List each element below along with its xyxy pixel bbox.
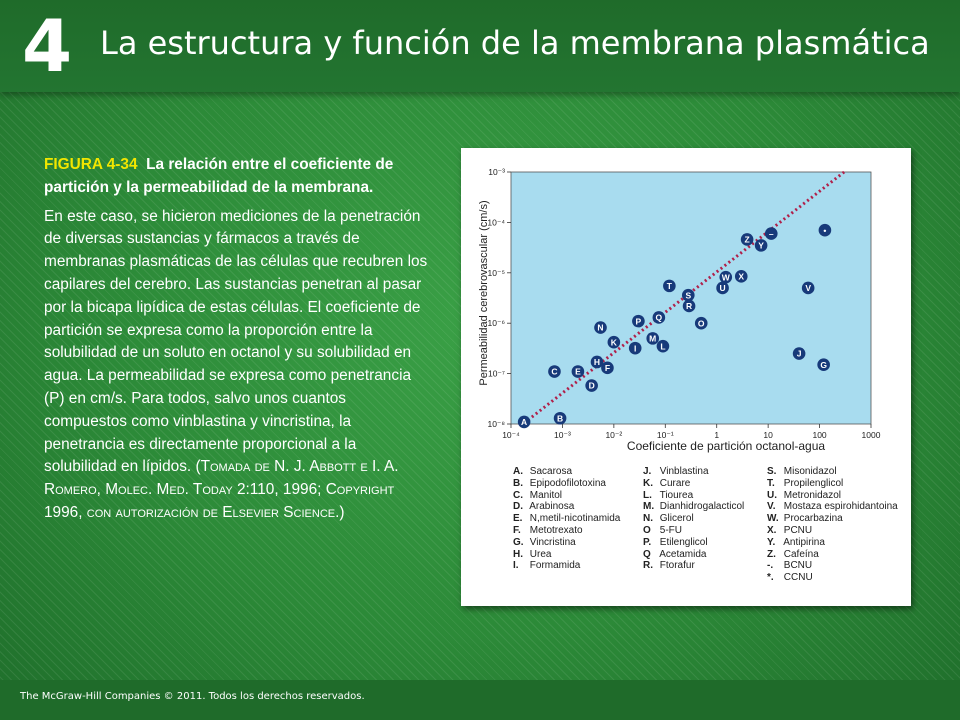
y-axis-label: Permeabilidad cerebrovascular (cm/s) [478,200,490,386]
data-point-Z [741,233,754,246]
x-tick-label: 10 [763,430,773,440]
legend-item [767,501,898,513]
data-point-H [591,356,604,369]
data-point-label: X [738,271,745,282]
data-point-N [594,321,607,334]
legend-item [767,549,898,561]
legend-name: Arabinosa [527,501,575,513]
legend-item [643,560,744,572]
scatter-chart [461,148,911,458]
data-point-label: V [805,283,811,294]
data-point-label: A [521,417,528,428]
data-point-A [518,416,531,429]
chapter-number: 4 [22,4,73,88]
legend-column-1 [513,466,620,572]
data-point-label: E [575,366,581,377]
data-point-label: P [635,316,642,327]
legend-item [513,490,620,502]
caption-credit-issue: 2:110, 1996; [232,481,326,499]
legend-key: X. [767,524,777,536]
legend-name: Dianhidrogalacticol [657,501,745,513]
x-tick-label: 10⁻⁴ [502,430,520,440]
data-point-label: G [820,359,827,370]
legend-name: Sacarosa [527,466,573,477]
legend-item [643,501,744,513]
data-point-label: • [823,225,827,236]
legend-key: A. [513,466,523,477]
data-point-label: O [697,318,705,329]
data-point-star [819,224,832,237]
data-point-label: M [649,333,657,344]
legend-item [643,513,744,525]
data-point-label: L [660,341,666,352]
legend-item [513,549,620,561]
data-point-W [719,271,732,284]
x-tick-label: 10⁻¹ [656,430,674,440]
legend-key: C. [513,489,523,501]
data-point-label: D [588,380,595,391]
legend-key: T. [767,477,775,489]
data-point-I [629,342,642,355]
legend-key: B. [513,477,523,489]
legend-name: 5-FU [657,524,682,536]
legend-name: Etilenglicol [657,536,708,548]
data-point-B [554,412,567,425]
data-point-label: – [768,228,774,239]
legend-item [767,560,898,572]
data-point-P [632,315,645,328]
data-point-C [548,365,561,378]
legend-key: M. [643,501,655,513]
legend-key: L. [643,489,652,501]
data-point-label: H [593,357,601,368]
legend-key: O [643,524,651,536]
legend-name: Antipirina [781,536,825,548]
data-point-L [657,340,670,353]
y-tick-label: 10⁻³ [488,167,505,177]
legend-item [513,478,620,490]
data-point-U [716,282,729,295]
legend-name: Urea [527,548,552,560]
legend-name: Metotrexato [527,524,583,536]
legend-name: Vinblastina [657,466,709,477]
legend-key: H. [513,548,523,560]
legend-item [767,525,898,537]
caption-credit-year: 1996, [44,503,87,521]
legend-name: Mostaza espirohidantoina [781,501,898,513]
data-point-O [695,317,708,330]
legend-column-2 [643,466,744,572]
data-point-label: W [721,272,730,283]
legend-item [513,466,620,478]
legend-name: Curare [657,477,691,489]
legend-item [767,478,898,490]
caption-credit-copyright: Copyright [325,481,395,499]
x-tick-label: 1000 [861,430,881,440]
legend-key: V. [767,501,776,513]
x-tick-label: 100 [812,430,827,440]
data-point-label: C [551,366,558,377]
legend-key: E. [513,513,523,525]
data-point-K [608,336,621,349]
data-point-J [793,347,806,360]
legend-key: U. [767,489,777,501]
x-axis-label: Coeficiente de partición octanol-agua [626,439,826,453]
legend-name: Propilenglicol [781,477,844,489]
caption-credit-source: Tomada de N. J. Abbott e I. A. Romero, Molec. Med. Today [44,458,399,499]
legend-key: I. [513,560,519,572]
data-point-label: Z [744,234,750,245]
legend-name: Vincristina [527,536,576,548]
data-point-T [663,280,676,293]
legend-key: S. [767,466,777,477]
legend-item [767,490,898,502]
legend-item [767,466,898,478]
caption-credit-end: .) [335,503,345,521]
caption-credit-permission: con autorización de Elsevier Science [86,503,336,521]
legend-name: Procarbazina [781,513,843,525]
legend-name: Acetamida [657,548,707,560]
figure-title: La relación entre el coeficiente de partición y la permeabilidad de la membrana. [44,156,394,196]
legend-item [643,549,744,561]
copyright-text: The McGraw-Hill Companies © 2011. Todos los derechos reservados. [20,691,365,702]
legend-key: Y. [767,536,776,548]
caption-text: En este caso, se hicieron mediciones de la penetración de diversas sustancias y fármacos a través de membranas plasmáticas de las células que recubren los capilares del cerebro. Las sustancias penetran al pasar por la bicapa lipídica de estas células. El coeficiente de partición se expresa como la proporción entre la solubilidad de un soluto en octanol y su solubilidad en agua. La permeabilidad se expresa como penetrancia (P) en cm/s. Para todos, salvo unos cuantos compuestos como vinblastina y vincristina, la penetrancia es directamente proporcional a la solubilidad en lípidos. ( [44,207,428,476]
legend-item [643,525,744,537]
data-point-label: N [597,322,604,333]
slide-header [0,0,960,92]
y-tick-label: 10⁻⁷ [487,368,505,379]
data-point-D [585,379,598,392]
data-point-M [646,332,659,345]
legend-key: R. [643,560,653,572]
data-point-label: T [666,281,672,292]
data-point-V [802,282,815,295]
figure-panel [461,148,911,606]
legend-key: -. [767,560,774,572]
legend-name: Ftorafur [657,560,695,572]
legend-name: Formamida [527,560,581,572]
legend-key: D. [513,501,523,513]
data-point-label: R [685,301,693,312]
data-point-label: S [685,290,692,301]
legend-item [643,478,744,490]
legend-name: Tiourea [657,489,694,501]
y-tick-label: 10⁻⁵ [487,267,505,278]
data-point-G [817,358,830,371]
x-tick-label: 10⁻³ [554,430,571,440]
legend-key: Q [643,548,651,560]
legend-name: CCNU [781,572,813,584]
data-point-label: Y [758,240,764,251]
legend-name: Glicerol [657,513,694,525]
legend-item [513,537,620,549]
data-point-Q [653,311,666,324]
legend-item [767,572,898,584]
legend-item [643,466,744,478]
legend-key: P. [643,536,652,548]
legend-item [643,537,744,549]
legend-item [513,525,620,537]
legend-name: Epipodofilotoxina [527,477,606,489]
y-tick-label: 10⁻⁸ [487,419,505,429]
x-tick-label: 10⁻² [605,430,623,440]
caption-heading [44,154,430,200]
legend-item [767,513,898,525]
data-point-label: F [604,363,611,374]
legend-key: G. [513,536,524,548]
data-point-R [683,300,696,313]
legend-item [643,490,744,502]
data-point-dash [765,227,778,240]
legend-item [513,513,620,525]
data-point-E [572,365,585,378]
y-tick-label: 10⁻⁴ [487,217,505,228]
data-point-label: Q [655,312,663,323]
legend-name: Cafeína [781,548,819,560]
figure-label: FIGURA 4-34 [44,156,138,173]
legend-name: N,metil-nicotinamida [527,513,621,525]
data-point-label: B [557,413,564,424]
legend-key: Z. [767,548,776,560]
slide-title: La estructura y función de la membrana plasmática [100,24,930,62]
legend-key: J. [643,466,652,477]
data-point-label: U [719,283,726,294]
x-tick-label: 1 [714,430,720,440]
legend-name: Misonidazol [781,466,837,477]
data-point-Y [755,239,768,252]
legend-name: PCNU [781,524,813,536]
legend-item [513,501,620,513]
data-point-label: K [610,337,617,348]
legend-name: Manitol [527,489,563,501]
data-point-X [735,270,748,283]
y-tick-label: 10⁻⁶ [487,318,505,329]
legend-name: Metronidazol [781,489,842,501]
legend-key: F. [513,524,521,536]
legend-item [767,537,898,549]
data-point-S [682,289,695,302]
legend-key: *. [767,572,774,584]
legend-name: BCNU [781,560,813,572]
figure-caption [44,154,430,531]
legend-key: W. [767,513,779,525]
legend-item [513,560,620,572]
legend-key: N. [643,513,653,525]
legend-column-3 [767,466,898,584]
data-point-label: J [796,348,802,359]
legend-key: K. [643,477,653,489]
caption-body [44,206,430,525]
data-point-label: I [634,343,637,354]
